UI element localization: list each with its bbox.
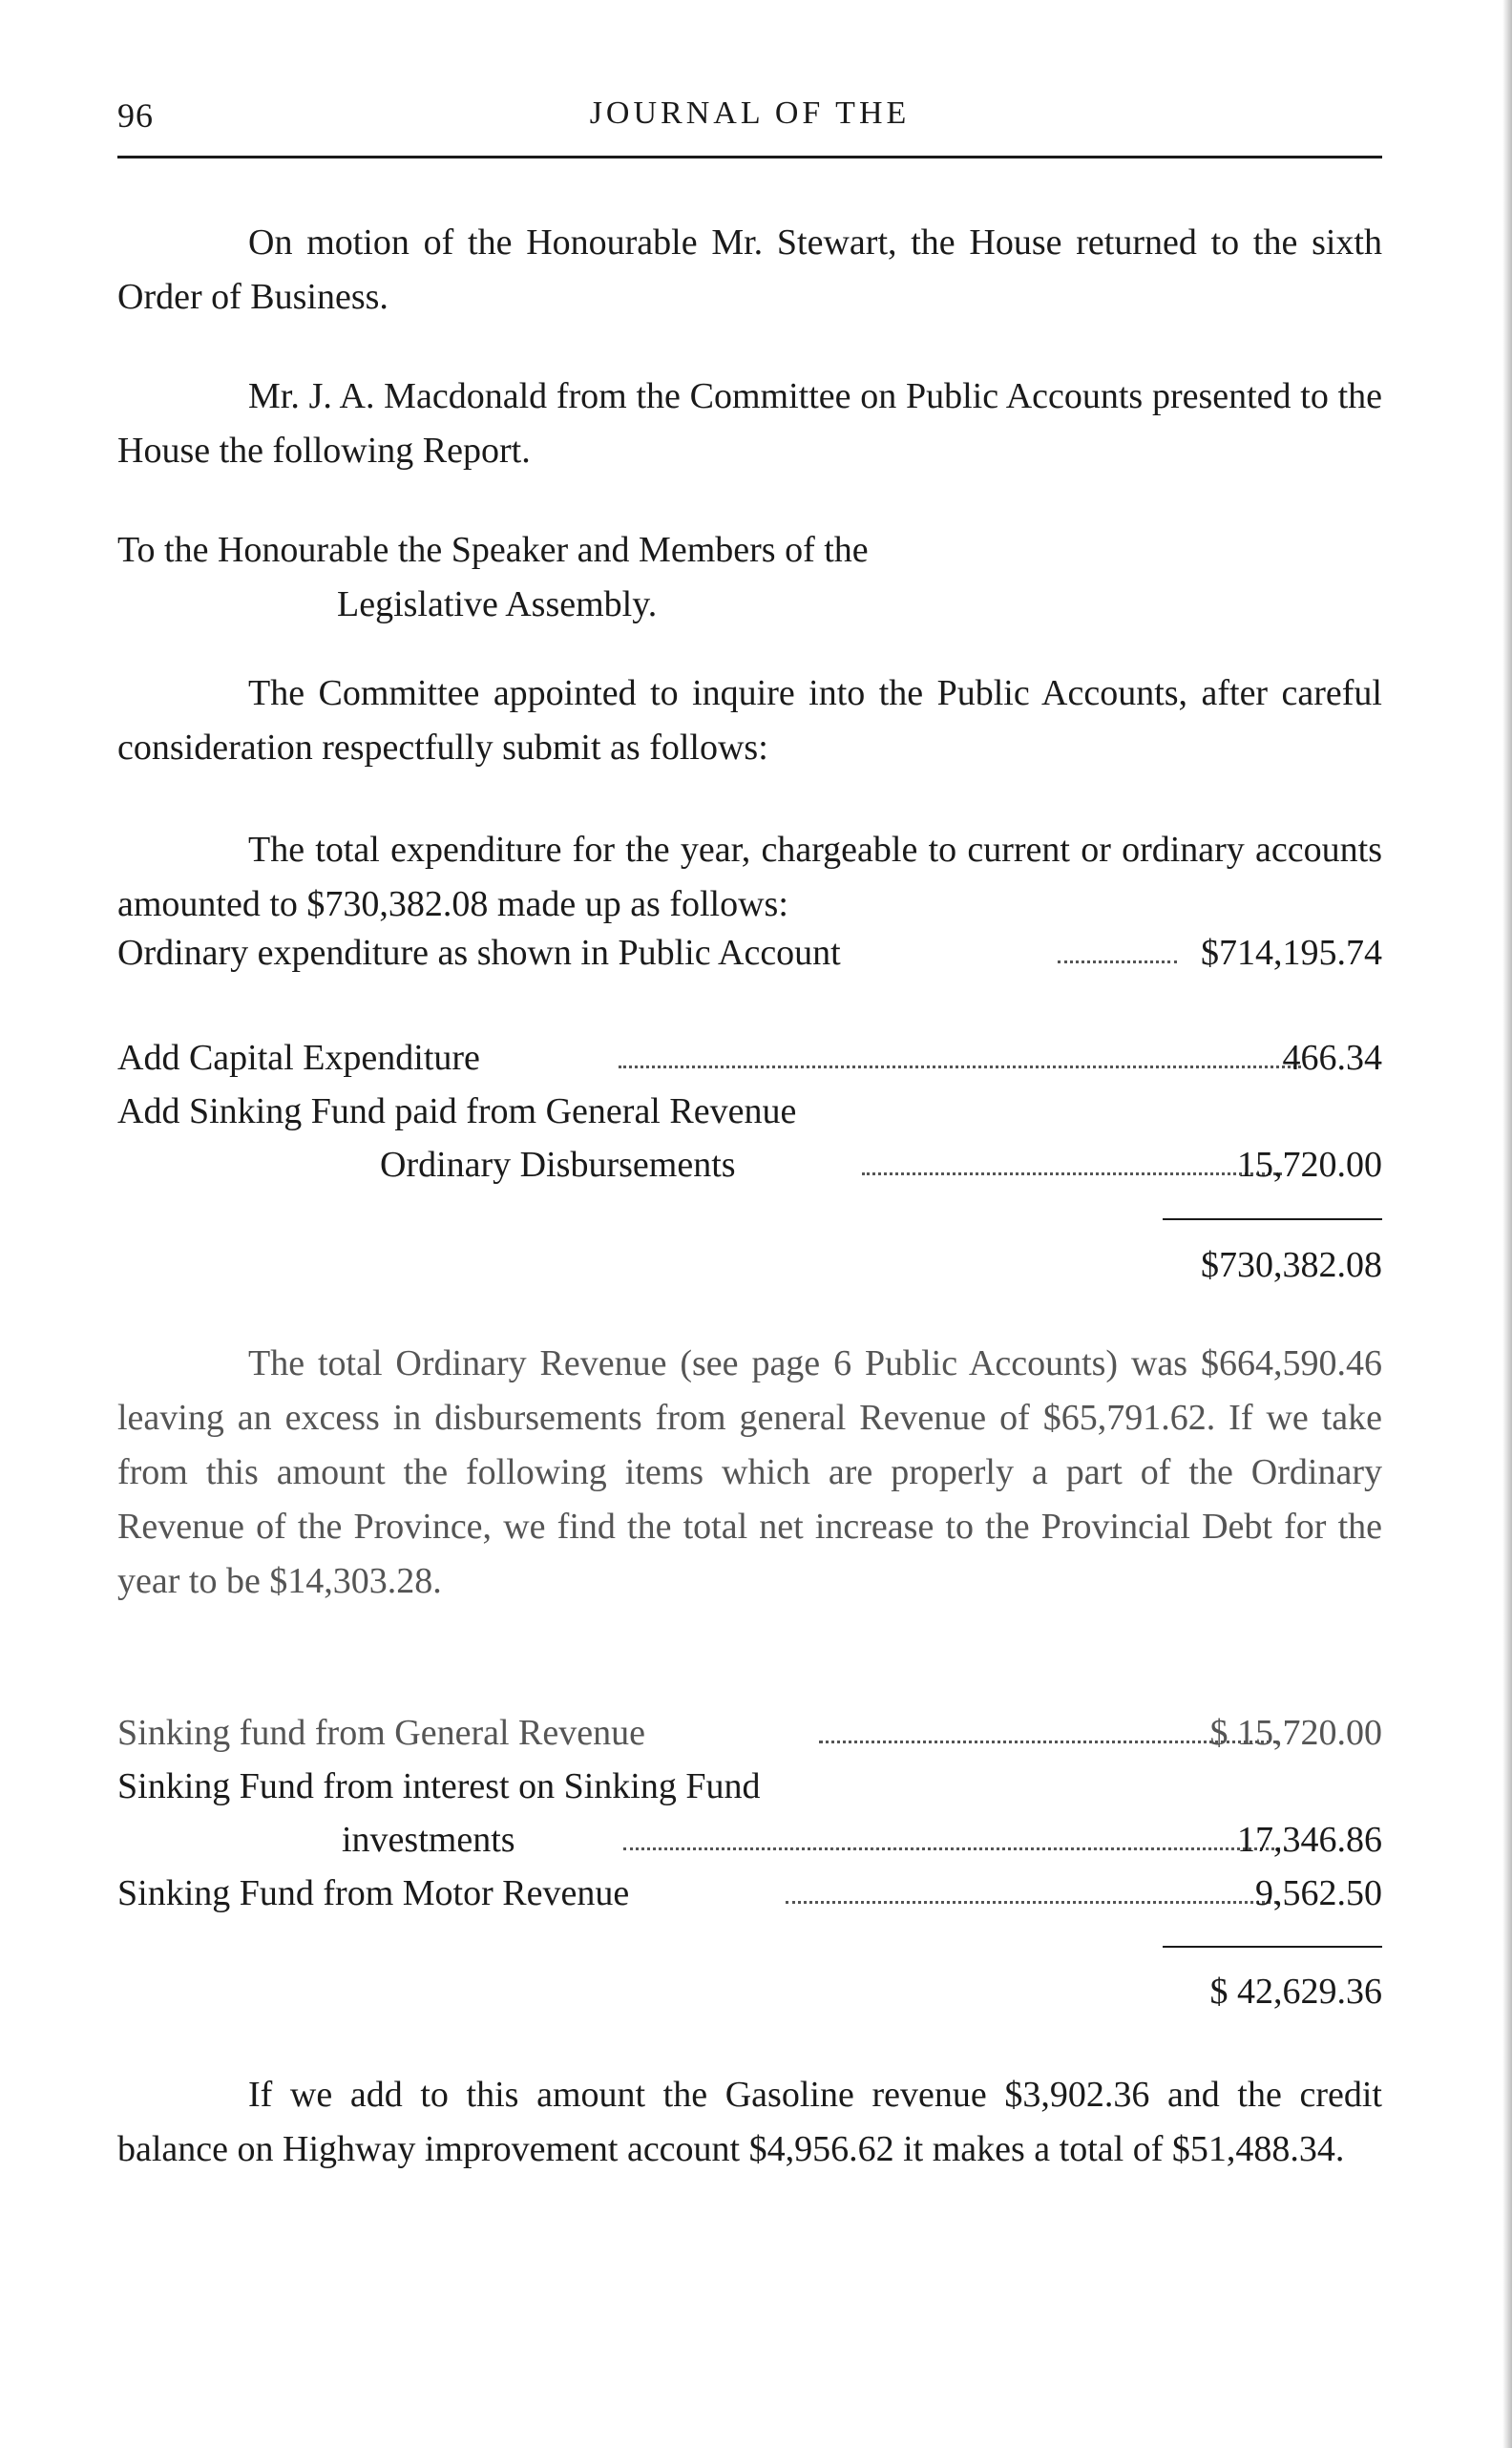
dot-leader bbox=[619, 1066, 1301, 1068]
revenue-paragraph: The total Ordinary Revenue (see page 6 Public Accounts) was $664,590.46 leaving an excess in disbursements from general Revenue of $65,791.62. If we take from this amount the following items which are properly a part of the Ordinary Revenue of the Province, we find the total net increase to the Provincial Debt for the year to be $14,303.28. bbox=[117, 1343, 1382, 1601]
sinking-interest-label: Sinking Fund from interest on Sinking Fund bbox=[117, 1766, 761, 1806]
dot-leader bbox=[862, 1172, 1282, 1175]
address-line-1: To the Honourable the Speaker and Members of the bbox=[117, 530, 869, 570]
sinking-interest-row bbox=[117, 1760, 1382, 1814]
sinking-total-row bbox=[117, 1965, 1382, 2019]
dot-leader bbox=[819, 1741, 1277, 1743]
sinking-investments-label: investments bbox=[342, 1820, 515, 1860]
capital-expenditure-label: Add Capital Expenditure bbox=[117, 1038, 480, 1078]
sinking-fund-paid-row bbox=[117, 1085, 1382, 1139]
dot-leader bbox=[1058, 960, 1177, 963]
dot-leader bbox=[786, 1901, 1277, 1904]
ordinary-disbursements-label: Ordinary Disbursements bbox=[380, 1145, 736, 1185]
sinking-motor-amount: 9,562.50 bbox=[1255, 1873, 1382, 1913]
ordinary-expenditure-row bbox=[117, 926, 1382, 981]
motion-paragraph: On motion of the Honourable Mr. Stewart, the House returned to the sixth Order of Business. bbox=[117, 222, 1382, 317]
sinking-fund-paid-label: Add Sinking Fund paid from General Revenue bbox=[117, 1091, 797, 1131]
capital-expenditure-amount: 466.34 bbox=[1282, 1038, 1382, 1078]
header-rule bbox=[117, 156, 1382, 158]
page-edge-shadow bbox=[1502, 0, 1512, 2448]
dot-leader bbox=[623, 1847, 1287, 1850]
page-header bbox=[117, 95, 1382, 149]
sinking-motor-label: Sinking Fund from Motor Revenue bbox=[117, 1873, 630, 1913]
address-block bbox=[117, 523, 1382, 632]
committee-paragraph: The Committee appointed to inquire into the Public Accounts, after careful consideration respectfully submit as follows: bbox=[117, 673, 1382, 768]
ordinary-disbursements-row bbox=[117, 1138, 1382, 1192]
sinking-general-row bbox=[117, 1706, 1382, 1761]
sinking-investments-row bbox=[117, 1813, 1382, 1868]
sinking-total-amount: $ 42,629.36 bbox=[1209, 1972, 1382, 2012]
ordinary-expenditure-label: Ordinary expenditure as shown in Public Account bbox=[117, 933, 841, 973]
sinking-interest-amount: 17,346.86 bbox=[1237, 1820, 1382, 1860]
gasoline-paragraph: If we add to this amount the Gasoline revenue $3,902.36 and the credit balance on Highway improvement account $4,956.62 it makes a total of $51,488.34. bbox=[117, 2075, 1382, 2169]
sinking-general-label: Sinking fund from General Revenue bbox=[117, 1713, 645, 1753]
address-line-2: Legislative Assembly. bbox=[337, 584, 658, 624]
expenditure-total-row bbox=[117, 1238, 1382, 1293]
sinking-general-amount: $ 15,720.00 bbox=[1209, 1713, 1382, 1753]
sinking-fund-paid-amount: 15,720.00 bbox=[1237, 1145, 1382, 1185]
capital-expenditure-row bbox=[117, 1031, 1382, 1086]
ordinary-expenditure-amount: $714,195.74 bbox=[1201, 933, 1382, 973]
sum-rule bbox=[1163, 1946, 1382, 1948]
sinking-motor-row bbox=[117, 1867, 1382, 1921]
running-head: JOURNAL OF THE bbox=[589, 95, 911, 131]
expenditure-total-amount: $730,382.08 bbox=[1201, 1245, 1382, 1285]
page-number: 96 bbox=[117, 96, 154, 135]
sum-rule bbox=[1163, 1218, 1382, 1220]
expenditure-paragraph: The total expenditure for the year, chargeable to current or ordinary accounts amounted to $730,382.08 made up as follows: bbox=[117, 830, 1382, 924]
macdonald-paragraph: Mr. J. A. Macdonald from the Committee on Public Accounts presented to the House the following Report. bbox=[117, 376, 1382, 471]
